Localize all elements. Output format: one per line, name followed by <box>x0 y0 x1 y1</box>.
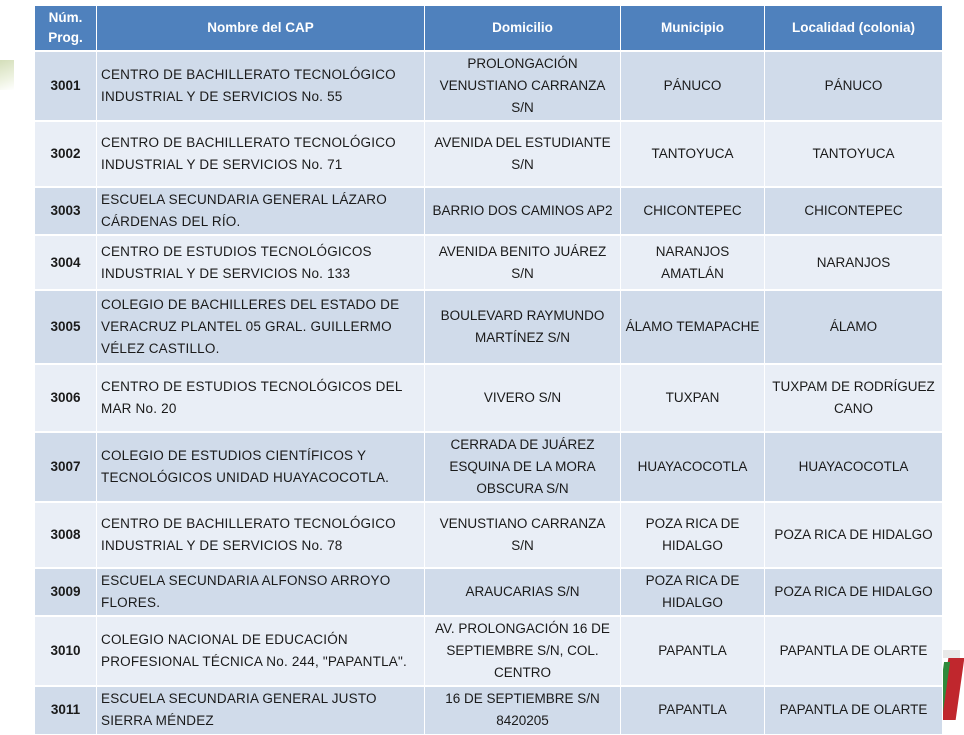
cell-name: ESCUELA SECUNDARIA GENERAL LÁZARO CÁRDENAS DEL RÍO. <box>97 187 425 235</box>
cell-name: COLEGIO NACIONAL DE EDUCACIÓN PROFESIONAL TÉCNICA No. 244, "PAPANTLA". <box>97 616 425 686</box>
table-row <box>35 568 943 616</box>
header-name: Nombre del CAP <box>97 6 425 52</box>
cell-locality: POZA RICA DE HIDALGO <box>765 568 943 616</box>
cell-address: 16 DE SEPTIEMBRE S/N 8420205 <box>425 686 621 734</box>
cell-num: 3001 <box>35 51 97 121</box>
header-num: Núm. Prog. <box>35 6 97 52</box>
table-row <box>35 364 943 432</box>
cell-name: ESCUELA SECUNDARIA GENERAL JUSTO SIERRA MÉNDEZ <box>97 686 425 734</box>
cell-name: CENTRO DE ESTUDIOS TECNOLÓGICOS INDUSTRIAL Y DE SERVICIOS No. 133 <box>97 235 425 290</box>
cell-address: CERRADA DE JUÁREZ ESQUINA DE LA MORA OBSCURA S/N <box>425 432 621 502</box>
table-row <box>35 616 943 686</box>
cell-municipality: POZA RICA DE HIDALGO <box>621 502 765 568</box>
cell-municipality: POZA RICA DE HIDALGO <box>621 568 765 616</box>
table-row <box>35 235 943 290</box>
cell-name: ESCUELA SECUNDARIA ALFONSO ARROYO FLORES. <box>97 568 425 616</box>
cell-name: CENTRO DE BACHILLERATO TECNOLÓGICO INDUSTRIAL Y DE SERVICIOS No. 71 <box>97 121 425 187</box>
cell-municipality: PAPANTLA <box>621 686 765 734</box>
cell-num: 3003 <box>35 187 97 235</box>
table-row <box>35 686 943 734</box>
cell-locality: TUXPAM DE RODRÍGUEZ CANO <box>765 364 943 432</box>
cell-name: COLEGIO DE ESTUDIOS CIENTÍFICOS Y TECNOLÓGICOS UNIDAD HUAYACOCOTLA. <box>97 432 425 502</box>
cell-num: 3007 <box>35 432 97 502</box>
cell-address: VIVERO S/N <box>425 364 621 432</box>
cell-num: 3011 <box>35 686 97 734</box>
cell-address: AVENIDA BENITO JUÁREZ S/N <box>425 235 621 290</box>
cell-name: CENTRO DE BACHILLERATO TECNOLÓGICO INDUSTRIAL Y DE SERVICIOS No. 78 <box>97 502 425 568</box>
cell-municipality: HUAYACOCOTLA <box>621 432 765 502</box>
table-row <box>35 502 943 568</box>
table-row <box>35 432 943 502</box>
cell-locality: TANTOYUCA <box>765 121 943 187</box>
header-municipality: Municipio <box>621 6 765 52</box>
table-row <box>35 290 943 364</box>
cell-num: 3002 <box>35 121 97 187</box>
cell-address: PROLONGACIÓN VENUSTIANO CARRANZA S/N <box>425 51 621 121</box>
cell-address: ARAUCARIAS S/N <box>425 568 621 616</box>
cell-municipality: PÁNUCO <box>621 51 765 121</box>
cell-locality: PAPANTLA DE OLARTE <box>765 616 943 686</box>
cell-num: 3009 <box>35 568 97 616</box>
cell-municipality: PAPANTLA <box>621 616 765 686</box>
cell-locality: CHICONTEPEC <box>765 187 943 235</box>
table-row <box>35 51 943 121</box>
decorative-flag-stripes <box>940 650 960 720</box>
cell-municipality: TANTOYUCA <box>621 121 765 187</box>
cell-locality: HUAYACOCOTLA <box>765 432 943 502</box>
table-row <box>35 187 943 235</box>
cell-num: 3010 <box>35 616 97 686</box>
cell-municipality: TUXPAN <box>621 364 765 432</box>
cell-municipality: ÁLAMO TEMAPACHE <box>621 290 765 364</box>
cell-num: 3006 <box>35 364 97 432</box>
table-row <box>35 121 943 187</box>
header-address: Domicilio <box>425 6 621 52</box>
cell-name: CENTRO DE ESTUDIOS TECNOLÓGICOS DEL MAR No. 20 <box>97 364 425 432</box>
decorative-swoosh-left <box>0 60 14 90</box>
cell-locality: PÁNUCO <box>765 51 943 121</box>
cell-locality: POZA RICA DE HIDALGO <box>765 502 943 568</box>
cell-num: 3005 <box>35 290 97 364</box>
cell-municipality: NARANJOS AMATLÁN <box>621 235 765 290</box>
cell-address: AV. PROLONGACIÓN 16 DE SEPTIEMBRE S/N, COL. CENTRO <box>425 616 621 686</box>
cell-num: 3004 <box>35 235 97 290</box>
cell-locality: ÁLAMO <box>765 290 943 364</box>
cell-num: 3008 <box>35 502 97 568</box>
cell-name: CENTRO DE BACHILLERATO TECNOLÓGICO INDUSTRIAL Y DE SERVICIOS No. 55 <box>97 51 425 121</box>
cell-address: BOULEVARD RAYMUNDO MARTÍNEZ S/N <box>425 290 621 364</box>
header-locality: Localidad (colonia) <box>765 6 943 52</box>
cell-locality: PAPANTLA DE OLARTE <box>765 686 943 734</box>
cell-address: VENUSTIANO CARRANZA S/N <box>425 502 621 568</box>
cell-address: AVENIDA DEL ESTUDIANTE S/N <box>425 121 621 187</box>
cell-locality: NARANJOS <box>765 235 943 290</box>
cell-municipality: CHICONTEPEC <box>621 187 765 235</box>
cell-name: COLEGIO DE BACHILLERES DEL ESTADO DE VERACRUZ PLANTEL 05 GRAL. GUILLERMO VÉLEZ CASTILLO. <box>97 290 425 364</box>
header-row <box>35 6 943 52</box>
cap-table <box>34 5 943 735</box>
cell-address: BARRIO DOS CAMINOS AP2 <box>425 187 621 235</box>
